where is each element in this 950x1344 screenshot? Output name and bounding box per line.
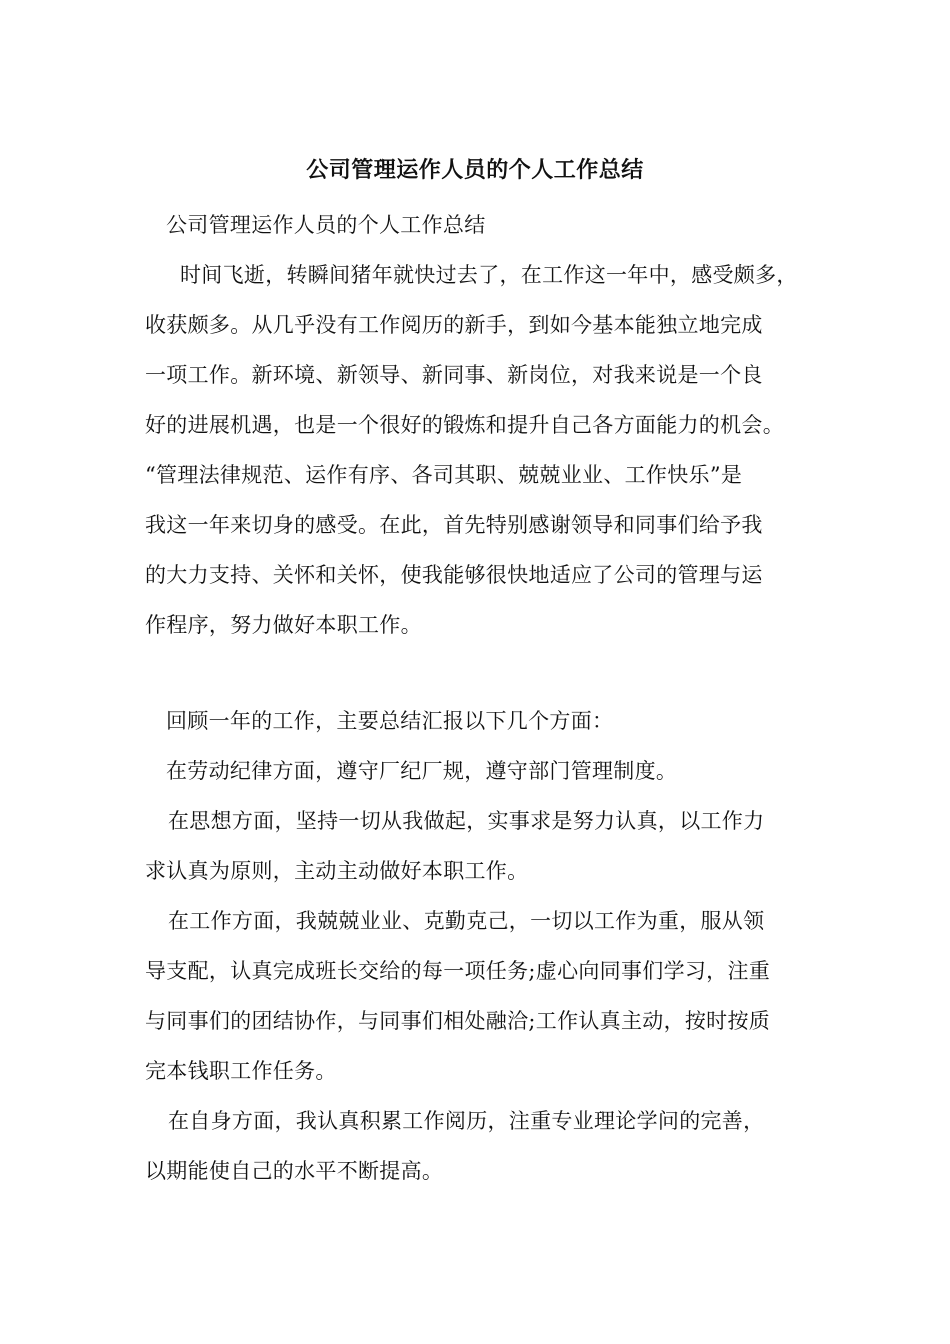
paragraph-line: 求认真为原则，主动主动做好本职工作。 [145,859,529,883]
paragraph-line: 导支配，认真完成班长交给的每一项任务;虚心向同事们学习，注重 [145,959,771,983]
paragraph-line: 以期能使自己的水平不断提高。 [145,1159,444,1183]
paragraph-line: 我这一年来切身的感受。在此，首先特别感谢领导和同事们给予我 [145,513,763,537]
paragraph-line: 在自身方面，我认真积累工作阅历，注重专业理论学问的完善， [168,1109,765,1133]
paragraph-line: 的大力支持、关怀和关怀，使我能够很快地适应了公司的管理与运 [145,563,763,587]
document-title: 公司管理运作人员的个人工作总结 [306,157,644,183]
paragraph-line: 在思想方面，坚持一切从我做起，实事求是努力认真，以工作力 [168,809,765,833]
paragraph-line: 时间飞逝，转瞬间猪年就快过去了，在工作这一年中，感受颇多， [180,263,798,287]
paragraph-line: 收获颇多。从几乎没有工作阅历的新手，到如今基本能独立地完成 [145,313,763,337]
paragraph-line: 在劳动纪律方面，遵守厂纪厂规，遵守部门管理制度。 [166,759,678,783]
paragraph-line: 回顾一年的工作，主要总结汇报以下几个方面： [166,709,614,733]
paragraph-line: 在工作方面，我兢兢业业、克勤克己，一切以工作为重，服从领 [168,909,765,933]
document-subtitle: 公司管理运作人员的个人工作总结 [166,213,486,237]
paragraph-line: 与同事们的团结协作，与同事们相处融洽;工作认真主动，按时按质 [145,1009,771,1033]
paragraph-line: 作程序，努力做好本职工作。 [145,613,422,637]
paragraph-line: 完本钱职工作任务。 [145,1059,337,1083]
paragraph-line: 一项工作。新环境、新领导、新同事、新岗位，对我来说是一个良 [145,363,763,387]
paragraph-line: “管理法律规范、运作有序、各司其职、兢兢业业、工作快乐”是 [145,463,743,487]
paragraph-line: 好的进展机遇，也是一个很好的锻炼和提升自己各方面能力的机会。 [145,413,784,437]
